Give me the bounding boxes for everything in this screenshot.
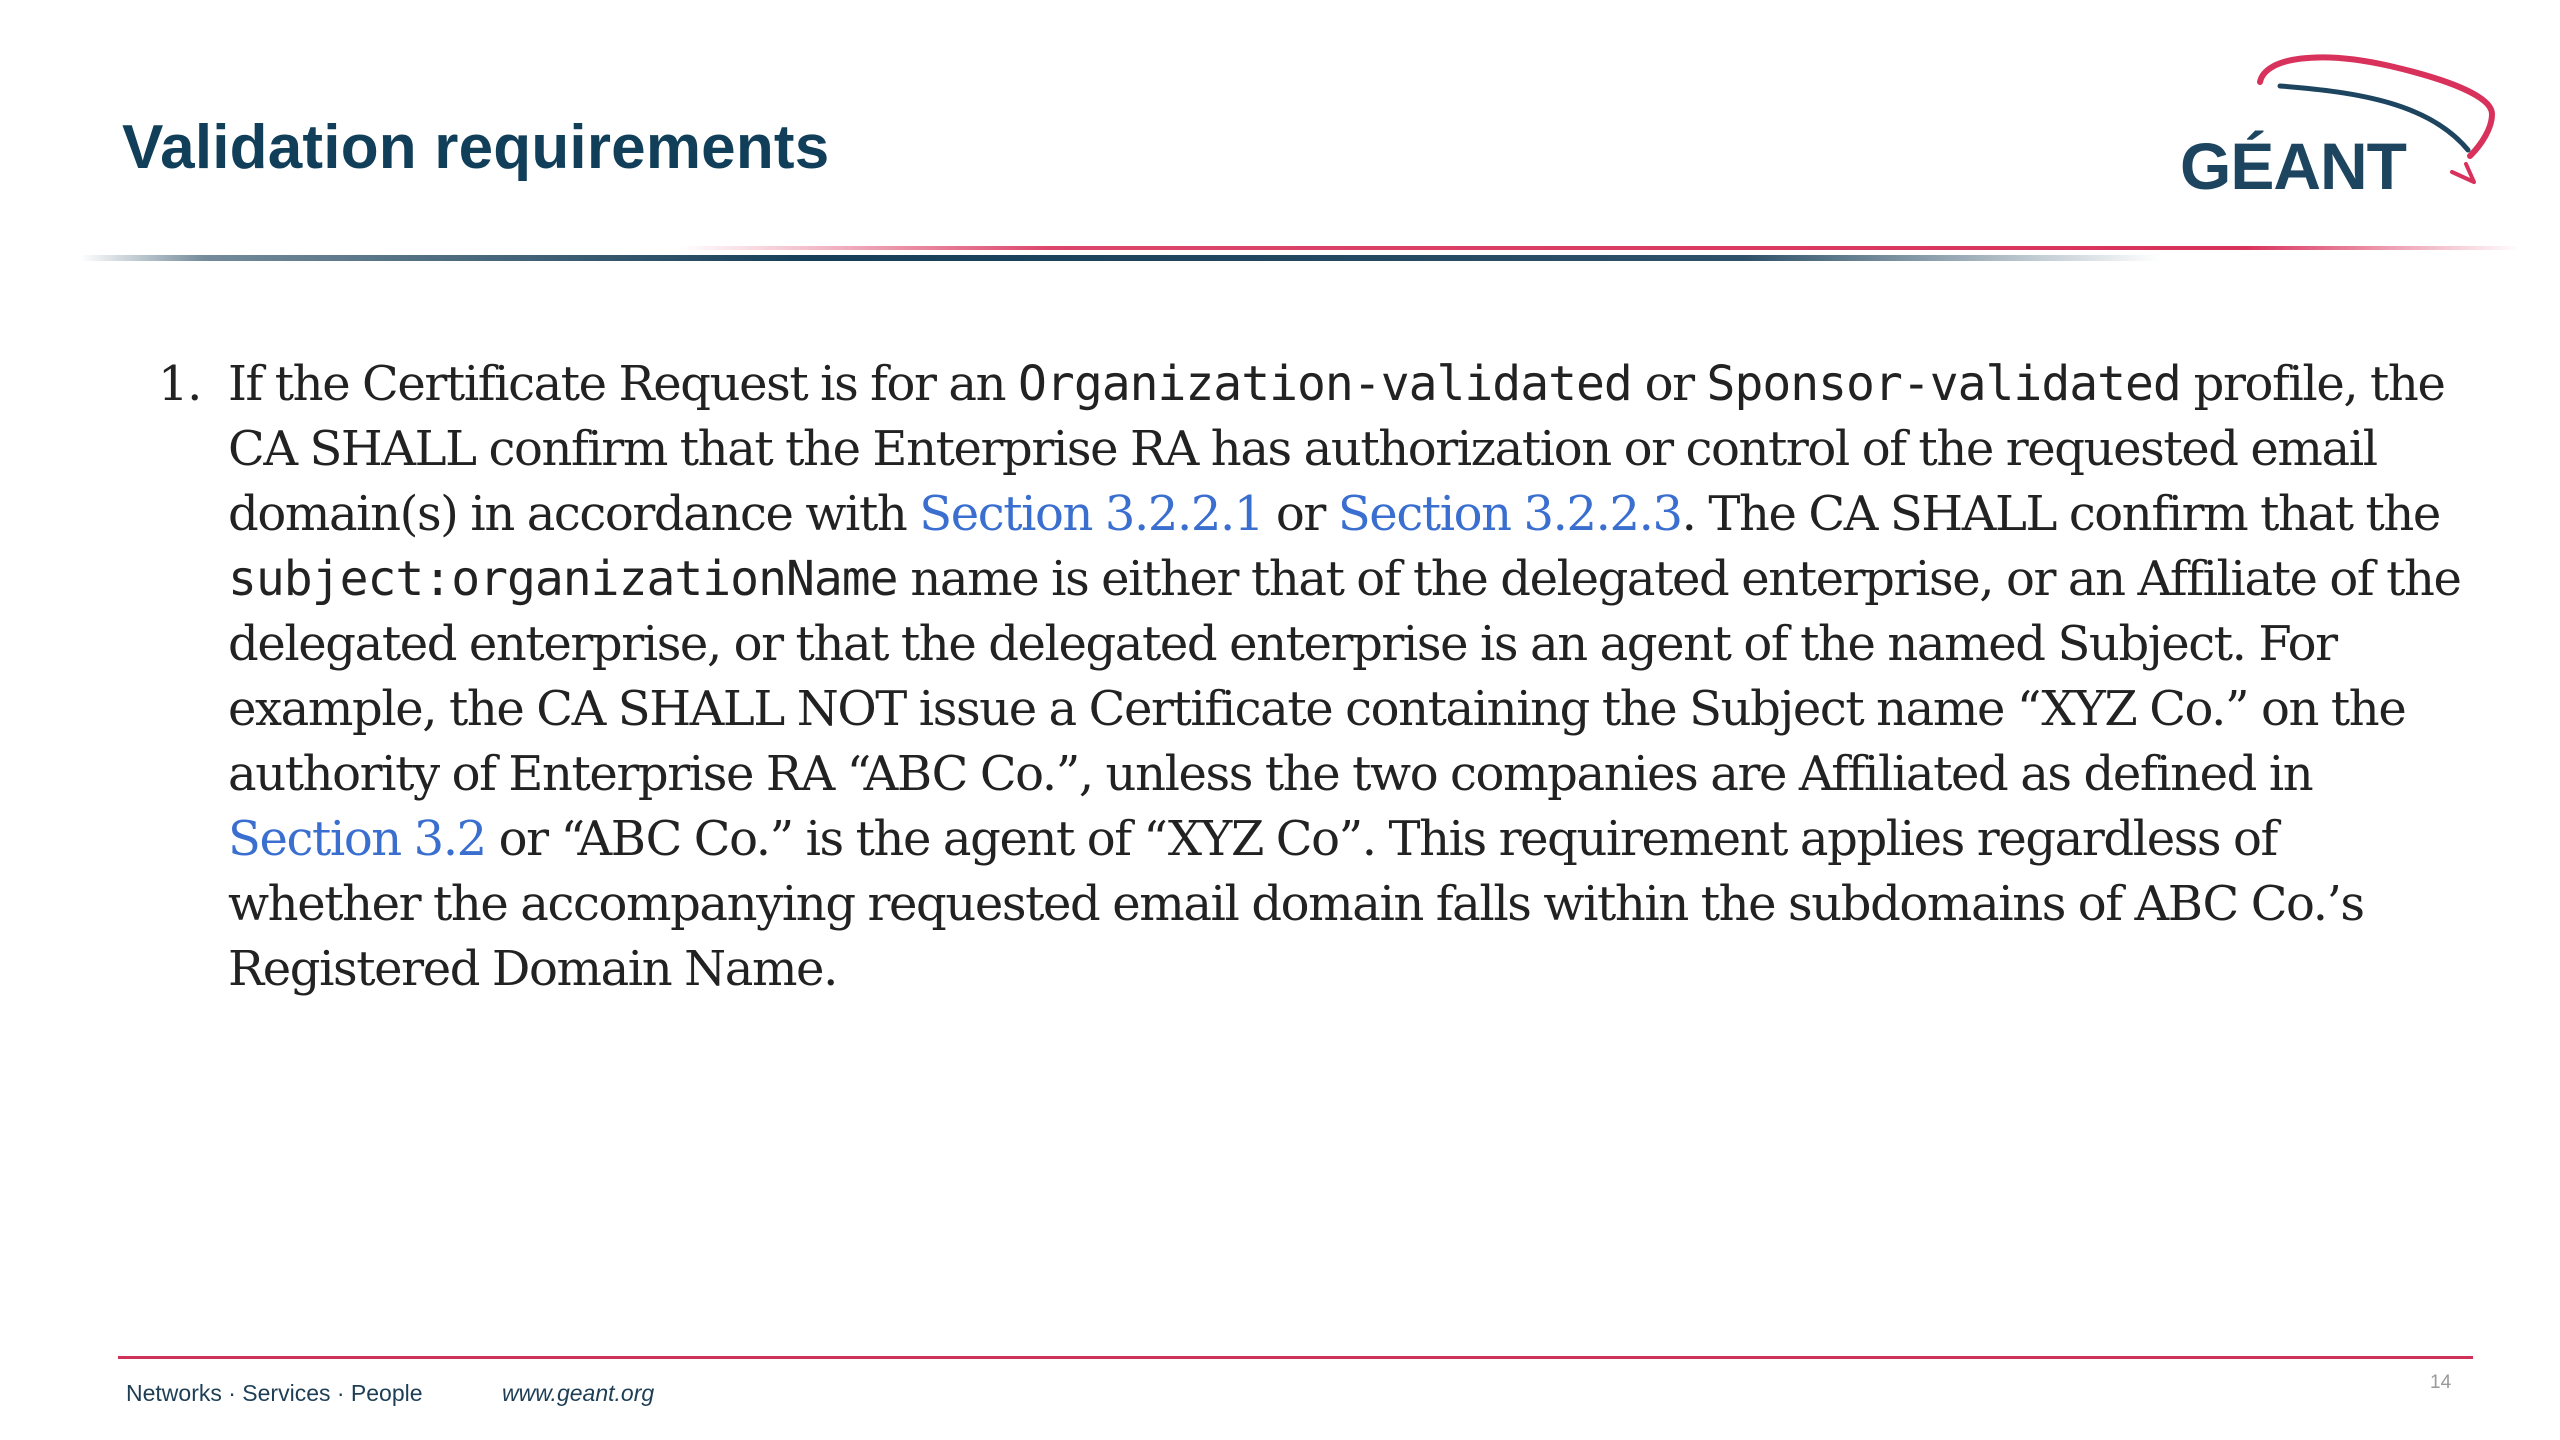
code-subject-organization-name: subject:organizationName — [228, 551, 898, 607]
paragraph-text: profile, the CA SHALL confirm that the Enterprise RA has authorization or control of the requested email domain(s) in accordance with — [228, 356, 2445, 542]
paragraph-text: If the Certificate Request is for an — [228, 356, 1019, 412]
requirements-list — [158, 352, 2478, 1002]
code-organization-validated: Organization-validated — [1018, 356, 1632, 412]
paragraph-text: or — [1263, 486, 1338, 542]
paragraph-text: name is either that of the delegated enterprise, or an Affiliate of the delegated enterprise, or that the delegated enterprise is an agent of the named Subject. For example, the CA SHALL NOT issue a Certificate containing the Subject name “XYZ Co.” on the authority of Enterprise RA “ABC Co.”, unless the two companies are Affiliated as defined in — [228, 551, 2461, 802]
slide-title: Validation requirements — [122, 113, 830, 182]
link-section-3-2-2-3[interactable]: Section 3.2.2.3 — [1337, 486, 1682, 542]
paragraph-text: or — [1631, 356, 1707, 412]
list-item-number: 1. — [158, 356, 201, 412]
link-section-3-2[interactable]: Section 3.2 — [228, 811, 486, 867]
footer-divider — [118, 1356, 2473, 1359]
header-divider — [0, 232, 2560, 272]
paragraph-text: . The CA SHALL confirm that the — [1681, 486, 2440, 542]
logo-text: GÉANT — [2180, 129, 2406, 203]
code-sponsor-validated: Sponsor-validated — [1706, 356, 2181, 412]
link-section-3-2-2-1[interactable]: Section 3.2.2.1 — [919, 486, 1264, 542]
paragraph-text: or “ABC Co.” is the agent of “XYZ Co”. This requirement applies regardless of whether the accompanying requested email domain falls within the subdomains of ABC Co.’s Registered Domain Name. — [228, 811, 2364, 997]
footer-url[interactable]: www.geant.org — [502, 1380, 655, 1406]
header-rule-pink — [680, 246, 2520, 250]
header-rule-navy — [80, 255, 2160, 261]
geant-logo — [2130, 52, 2510, 212]
page-number: 14 — [2430, 1372, 2452, 1393]
logo-arc-pink-tail — [2452, 164, 2474, 182]
footer-tagline: Networks · Services · People — [126, 1380, 423, 1406]
requirement-item — [158, 352, 2478, 1002]
